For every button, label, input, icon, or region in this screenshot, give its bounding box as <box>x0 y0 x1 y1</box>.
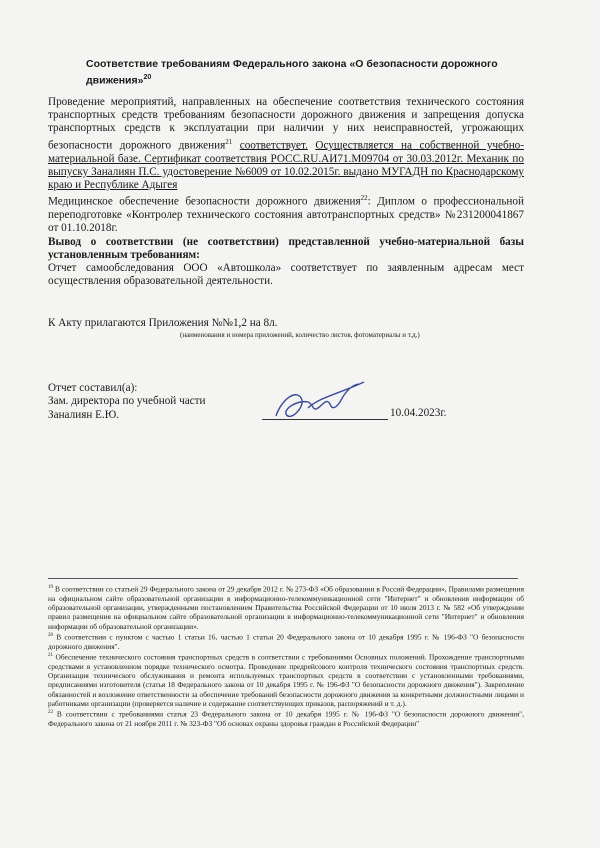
para1-text: Проведение мероприятий, направленных на обеспечение соответствия технического состояния транспортных средств требованиям безопасности дорожного движения и запрещения допуска транспортных средств к эксплуатации при наличии у них неисправностей, угрожающих безопасности дорожного движения <box>48 96 524 152</box>
footnote-text: Обеспечение технического состояния транспортных средств в соответствии с требованиями Основных положений. Прохождение транспортными средствами в установленном порядке технического осмотра. Проведение предрейсового контроля технического состояния транспортных средств. Организация технического обслуживания и ремонта используемых транспортных средств в соответствии с установленными требованиями, предписаниями изготовителя (статья 18 Федерального закона от 10 декабря 1995 г. № 196-ФЗ "О безопасности дорожного движения"). Закрепление обязанностей и возложение ответственности за обеспечение требований безопасности дорожного движения за конкретными должностными лицами и работниками организации (проверяется наличие и содержание соответствующих приказов, распоряжений и т. д.). <box>48 652 524 708</box>
footnotes <box>48 583 524 728</box>
handwritten-signature <box>268 378 378 428</box>
signature-caption: Отчет составил(а): <box>48 382 138 394</box>
footnote-21 <box>48 651 524 708</box>
signature-block <box>48 382 206 422</box>
footnote-ref: 22 <box>48 710 53 716</box>
title-text: Соответствие требованиям Федерального закона «О безопасности дорожного движения» <box>86 58 498 87</box>
footnote-ref: 19 <box>48 585 53 590</box>
appendix-note: (наименования и номера приложений, количество листов, фотоматериалы и т.д.) <box>180 331 420 339</box>
footnote-text: В соответствии с требованиями статья 23 Федерального закона от 10 декабря 1995 г. № 196-ФЗ "О безопасности дорожного движения", Федерального закона от 21 ноября 2011 г. № 323-ФЗ "Об основах охраны здоровья граждан в Российской Федерации" <box>48 709 524 729</box>
conclusion-text: Отчет самообследования ООО «Автошкола» соответствует по заявленным адресам мест осуществления образовательной деятельности. <box>48 261 524 288</box>
main-body <box>48 96 524 288</box>
para2-ref: 22 <box>360 194 368 203</box>
title-footnote-ref: 20 <box>143 74 152 81</box>
document-title <box>86 57 526 88</box>
para1-status: соответствует. <box>239 139 308 152</box>
para1-ref: 21 <box>225 137 233 146</box>
footnote-text: В соответствии со статьей 29 Федерального закона от 29 декабря 2012 г. № 273-ФЗ «Об образовании в Россий Федерации», Правилами размещения на официальном сайте образовательной организации в информационно-телекоммуникационной сети "Интернет" и обновления информации об образовательной организации, утвержденными постановлением Правительства Российской Федерации от 10 июля 2013 г. № 582 «Об утверждении правил размещения на официальном сайте образовательной организации в информационно-телекоммуникационной сети "Интернет" и обновления информации об образовательной организации». <box>48 584 524 631</box>
appendix-line: К Акту прилагаются Приложения №№1,2 на 8л. <box>48 317 278 329</box>
paragraph-medical <box>48 192 524 235</box>
footnote-22 <box>48 708 524 728</box>
footnote-19 <box>48 583 524 631</box>
signature-date: 10.04.2023г. <box>390 407 447 419</box>
footnote-divider <box>48 578 518 579</box>
footnote-ref: 20 <box>48 632 53 638</box>
signature-name: Заналиян Е.Ю. <box>48 408 120 421</box>
conclusion-heading: Вывод о соответствии (не соответствии) представленной учебно-материальной базы установленным требованиям: <box>48 235 524 261</box>
para1-detail: Осуществляется на собственной учебно-материальной базе. Сертификат соответствия РОСС.RU.АИ71.М09704 от 30.03.2012г. Механик по выпуску Заналиян П.С. удостоверение №6009 от 10.02.2015г. выдано МУГАДН по Краснодарскому краю и Республике Адыгея <box>48 139 525 191</box>
para2-label: Медицинское обеспечение безопасности дорожного движения <box>48 195 361 208</box>
para2-text: : Диплом о профессиональной переподготовке «Контролер технического состояния автотранспортных средств» №231200041867 от 01.10.2018г. <box>48 195 525 235</box>
paragraph-technical <box>48 96 524 192</box>
footnote-20 <box>48 631 524 651</box>
footnote-ref: 21 <box>48 653 53 659</box>
signature-position: Зам. директора по учебной части <box>48 395 206 408</box>
footnote-text: В соответствии с пунктом с частью 1 статьи 16, частью 1 статьи 20 Федерального закона от 10 декабря 1995 г. № 196-ФЗ "О безопасности дорожного движения". <box>48 632 524 651</box>
signature-line <box>262 419 388 420</box>
